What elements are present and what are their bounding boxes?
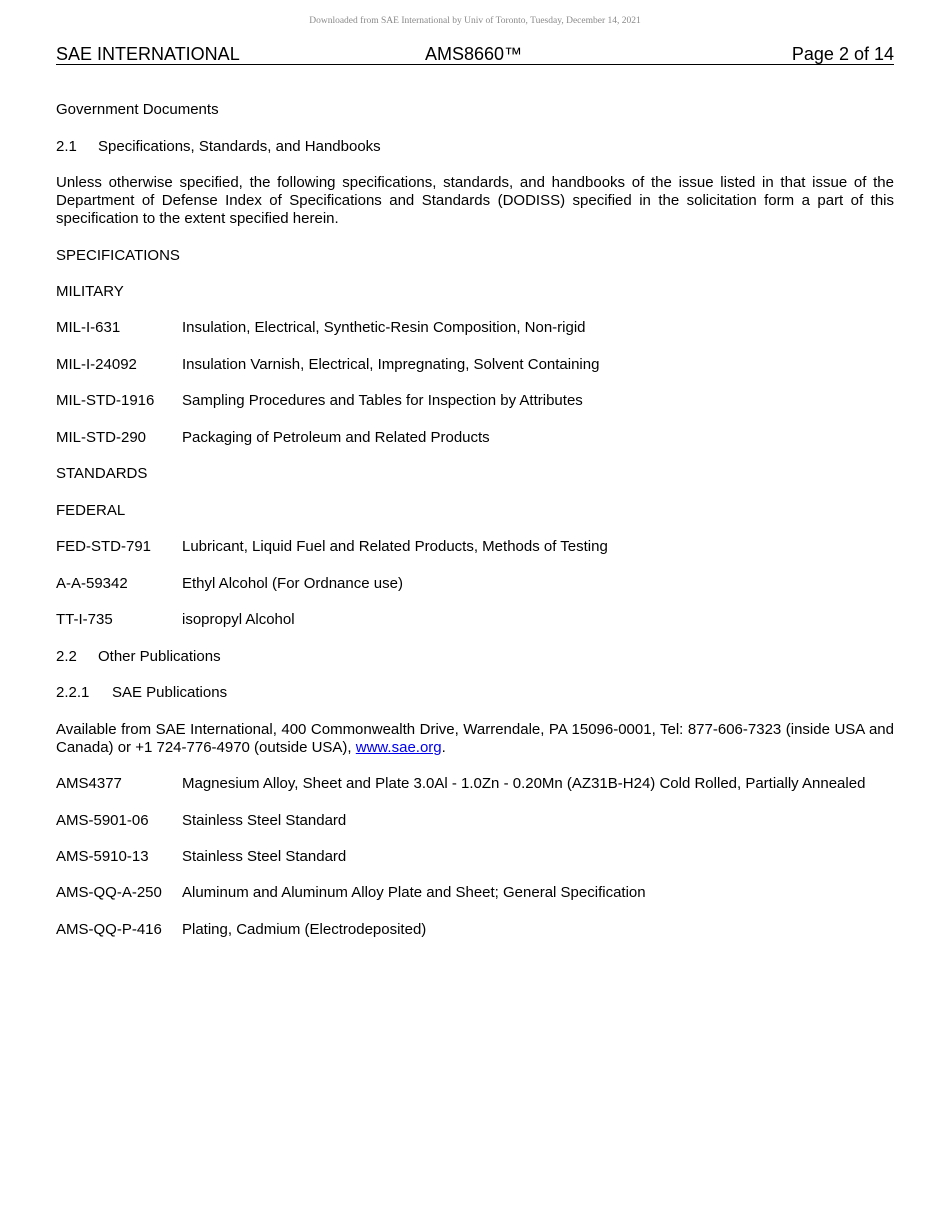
reference-title: Insulation, Electrical, Synthetic-Resin Composition, Non-rigid — [182, 319, 586, 336]
sae-website-link[interactable]: www.sae.org — [355, 739, 442, 756]
specifications-label: SPECIFICATIONS — [56, 247, 180, 264]
reference-code: MIL-STD-290 — [56, 429, 147, 446]
availability-trailing: . — [441, 739, 446, 756]
section-2-1-heading — [56, 138, 381, 156]
reference-title: Insulation Varnish, Electrical, Impregnating, Solvent Containing — [182, 356, 600, 373]
page-header — [56, 44, 894, 65]
reference-code: A-A-59342 — [56, 575, 128, 592]
military-label: MILITARY — [56, 283, 124, 300]
reference-code: AMS4377 — [56, 775, 122, 792]
reference-title: Stainless Steel Standard — [182, 848, 347, 865]
section-title: Other Publications — [98, 648, 221, 665]
reference-title: Stainless Steel Standard — [182, 812, 347, 829]
standards-label: STANDARDS — [56, 465, 148, 482]
availability-text: Available from SAE International, 400 Commonwealth Drive, Warrendale, PA 15096-0001, Tel: 877-606-7323 (inside USA and Canada) or +1 724-776-4970 (outside USA), — [56, 721, 894, 756]
download-watermark: Downloaded from SAE International by Univ of Toronto, Tuesday, December 14, 2021 — [309, 16, 641, 26]
intro-paragraph: Unless otherwise specified, the following specifications, standards, and handbooks of the issue listed in that issue of the Department of Defense Index of Specifications and Standards (DODISS) specified in the solicitation form a part of this specification to the extent specified herein. — [56, 174, 894, 227]
section-2-2-heading — [56, 648, 221, 666]
reference-title: Magnesium Alloy, Sheet and Plate 3.0Al - 1.0Zn - 0.20Mn (AZ31B-H24) Cold Rolled, Partially Annealed — [182, 775, 866, 792]
section-number: 2.1 — [56, 138, 77, 155]
federal-label: FEDERAL — [56, 502, 126, 519]
reference-title: Ethyl Alcohol (For Ordnance use) — [182, 575, 403, 592]
section-number: 2.2.1 — [56, 684, 90, 701]
reference-code: AMS-5910-13 — [56, 848, 149, 865]
section-title: SAE Publications — [112, 684, 228, 701]
section-2-2-1-heading — [56, 684, 227, 702]
reference-code: FED-STD-791 — [56, 538, 152, 555]
section-heading: Government Documents — [56, 101, 219, 118]
section-title: Specifications, Standards, and Handbooks — [98, 138, 381, 155]
reference-code: MIL-I-631 — [56, 319, 121, 336]
reference-code: AMS-5901-06 — [56, 812, 149, 829]
reference-code: MIL-I-24092 — [56, 356, 137, 373]
reference-title: Aluminum and Aluminum Alloy Plate and Sheet; General Specification — [182, 884, 646, 901]
reference-title: Sampling Procedures and Tables for Inspection by Attributes — [182, 392, 583, 409]
header-organization: SAE INTERNATIONAL — [56, 44, 240, 64]
reference-code: MIL-STD-1916 — [56, 392, 155, 409]
reference-title: Packaging of Petroleum and Related Products — [182, 429, 490, 446]
reference-code: AMS-QQ-P-416 — [56, 921, 162, 938]
reference-title: isopropyl Alcohol — [182, 611, 295, 628]
reference-title: Lubricant, Liquid Fuel and Related Products, Methods of Testing — [182, 538, 608, 555]
sae-availability-paragraph — [56, 721, 894, 757]
reference-title: Plating, Cadmium (Electrodeposited) — [182, 921, 427, 938]
header-document-id: AMS8660™ — [425, 44, 523, 64]
section-number: 2.2 — [56, 648, 77, 665]
reference-code: AMS-QQ-A-250 — [56, 884, 162, 901]
header-page-number: Page 2 of 14 — [791, 44, 894, 64]
reference-code: TT-I-735 — [56, 611, 113, 628]
